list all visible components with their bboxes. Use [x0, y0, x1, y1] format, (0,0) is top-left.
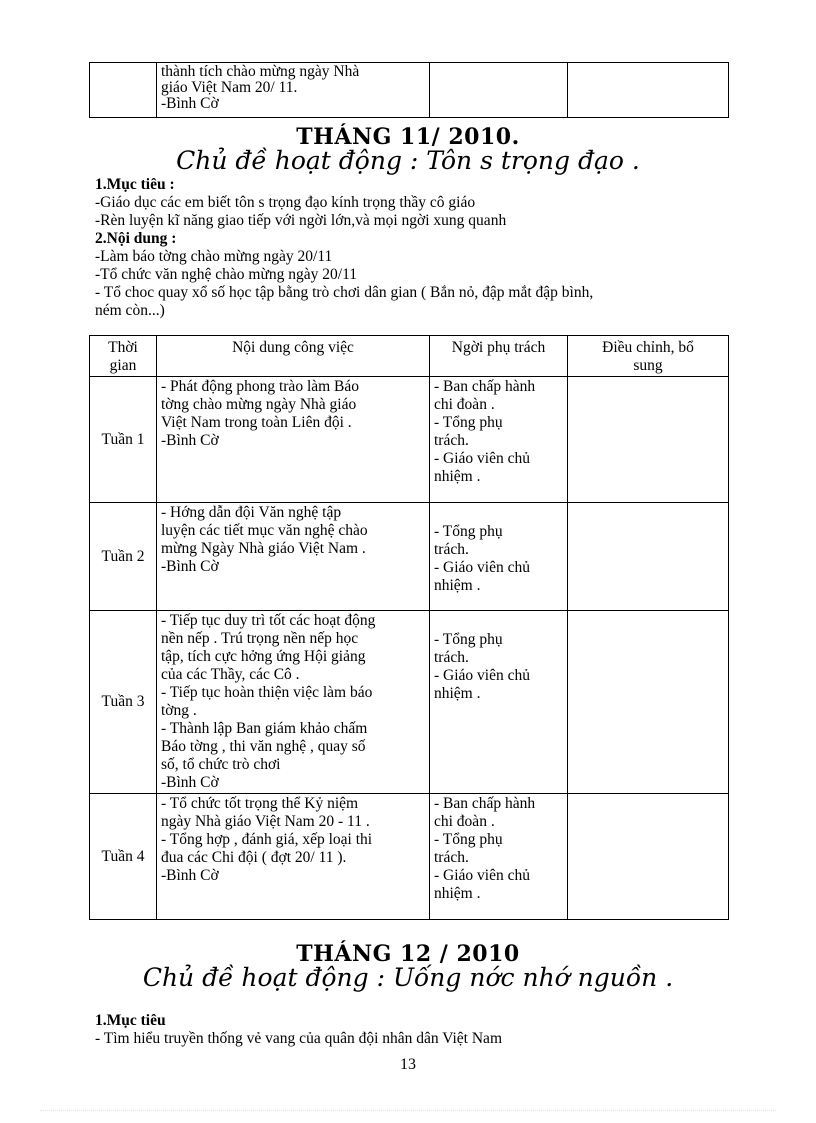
- dec-goals: [95, 1012, 735, 1048]
- nov-month-title: THÁNG 11/ 2010.: [296, 124, 520, 150]
- nov-goals-heading: 1.Mục tiêu :: [95, 176, 175, 193]
- row-time: Tuần 2: [90, 503, 157, 611]
- top-cell-content: thành tích chào mừng ngày Nhà giáo Việt Nam 20/ 11. -Bình Cờ: [157, 63, 430, 118]
- top-cell-adjust: [568, 63, 729, 118]
- header-time: Thời gian: [90, 336, 157, 377]
- row-time: Tuần 3: [90, 611, 157, 794]
- nov-goal-2: -Rèn luyện kĩ năng giao tiếp với ngời lớn,và mọi ngời xung quanh: [95, 212, 507, 229]
- top-cell-responsible: [430, 63, 568, 118]
- nov-theme: Chủ đề hoạt động : Tôn s trọng đạo .: [176, 146, 640, 175]
- dec-goal-1: - Tìm hiểu truyền thống vẻ vang của quân đội nhân dân Việt Nam: [95, 1030, 502, 1047]
- table-row: [90, 503, 729, 611]
- row-responsible: - Ban chấp hành chi đoàn . - Tổng phụ trách. - Giáo viên chủ nhiệm .: [430, 377, 568, 503]
- row-content: - Hớng dẫn đội Văn nghệ tập luyện các tiết mục văn nghệ chào mừng Ngày Nhà giáo Việt Nam . -Bình Cờ: [157, 503, 430, 611]
- nov-plan-table: [89, 335, 729, 920]
- top-cell-time: [90, 63, 157, 118]
- dec-month-title: THÁNG 12 / 2010: [296, 941, 520, 967]
- table-header-row: [90, 336, 729, 377]
- row-adjust: [568, 794, 729, 920]
- row-adjust: [568, 611, 729, 794]
- nov-content-heading: 2.Nội dung :: [95, 230, 177, 247]
- row-responsible: - Tổng phụ trách. - Giáo viên chủ nhiệm .: [430, 503, 568, 611]
- page-number: 13: [400, 1056, 416, 1073]
- row-responsible: - Tổng phụ trách. - Giáo viên chủ nhiệm .: [430, 611, 568, 794]
- nov-content-2: -Tổ chức văn nghệ chào mừng ngày 20/11: [95, 266, 358, 283]
- table-row: [90, 611, 729, 794]
- nov-content-4: ném còn...): [95, 302, 165, 319]
- row-adjust: [568, 503, 729, 611]
- table-row: [90, 794, 729, 920]
- nov-content-3: - Tổ choc quay xổ số học tập bằng trò chơi dân gian ( Bắn nỏ, đập mắt đập bình,: [95, 284, 594, 301]
- nov-goal-1: -Giáo dục các em biết tôn s trọng đạo kính trọng thầy cô giáo: [95, 194, 476, 211]
- top-continuation-table: [89, 62, 729, 118]
- page-bottom-divider: [40, 1110, 776, 1111]
- row-content: - Phát động phong trào làm Báo tờng chào mừng ngày Nhà giáo Việt Nam trong toàn Liên đội . -Bình Cờ: [157, 377, 430, 503]
- table-row: [90, 377, 729, 503]
- header-content: Nội dung công việc: [157, 336, 430, 377]
- row-time: Tuần 1: [90, 377, 157, 503]
- row-time: Tuần 4: [90, 794, 157, 920]
- row-adjust: [568, 377, 729, 503]
- header-responsible: Ngời phụ trách: [430, 336, 568, 377]
- nov-goals: [95, 176, 735, 320]
- dec-theme: Chủ đề hoạt động : Uống nớc nhớ nguồn .: [142, 963, 674, 992]
- row-responsible: - Ban chấp hành chi đoàn . - Tổng phụ trách. - Giáo viên chủ nhiệm .: [430, 794, 568, 920]
- row-content: - Tiếp tục duy trì tốt các hoạt động nền nếp . Trú trọng nền nếp học tập, tích cực hởng ứng Hội giảng của các Thầy, các Cô . - Tiếp tục hoàn thiện việc làm báo tờng . - Thành lập Ban giám khảo chấm Báo tờng , thi văn nghệ , quay số số, tổ chức trò chơi -Bình Cờ: [157, 611, 430, 794]
- dec-goals-heading: 1.Mục tiêu: [95, 1012, 166, 1029]
- nov-content-1: -Làm báo tờng chào mừng ngày 20/11: [95, 248, 333, 265]
- row-content: - Tổ chức tốt trọng thể Kỷ niệm ngày Nhà giáo Việt Nam 20 - 11 . - Tổng hợp , đánh giá, xếp loại thi đua các Chi đội ( đợt 20/ 11 ). -Bình Cờ: [157, 794, 430, 920]
- header-adjust: Điều chỉnh, bổ sung: [568, 336, 729, 377]
